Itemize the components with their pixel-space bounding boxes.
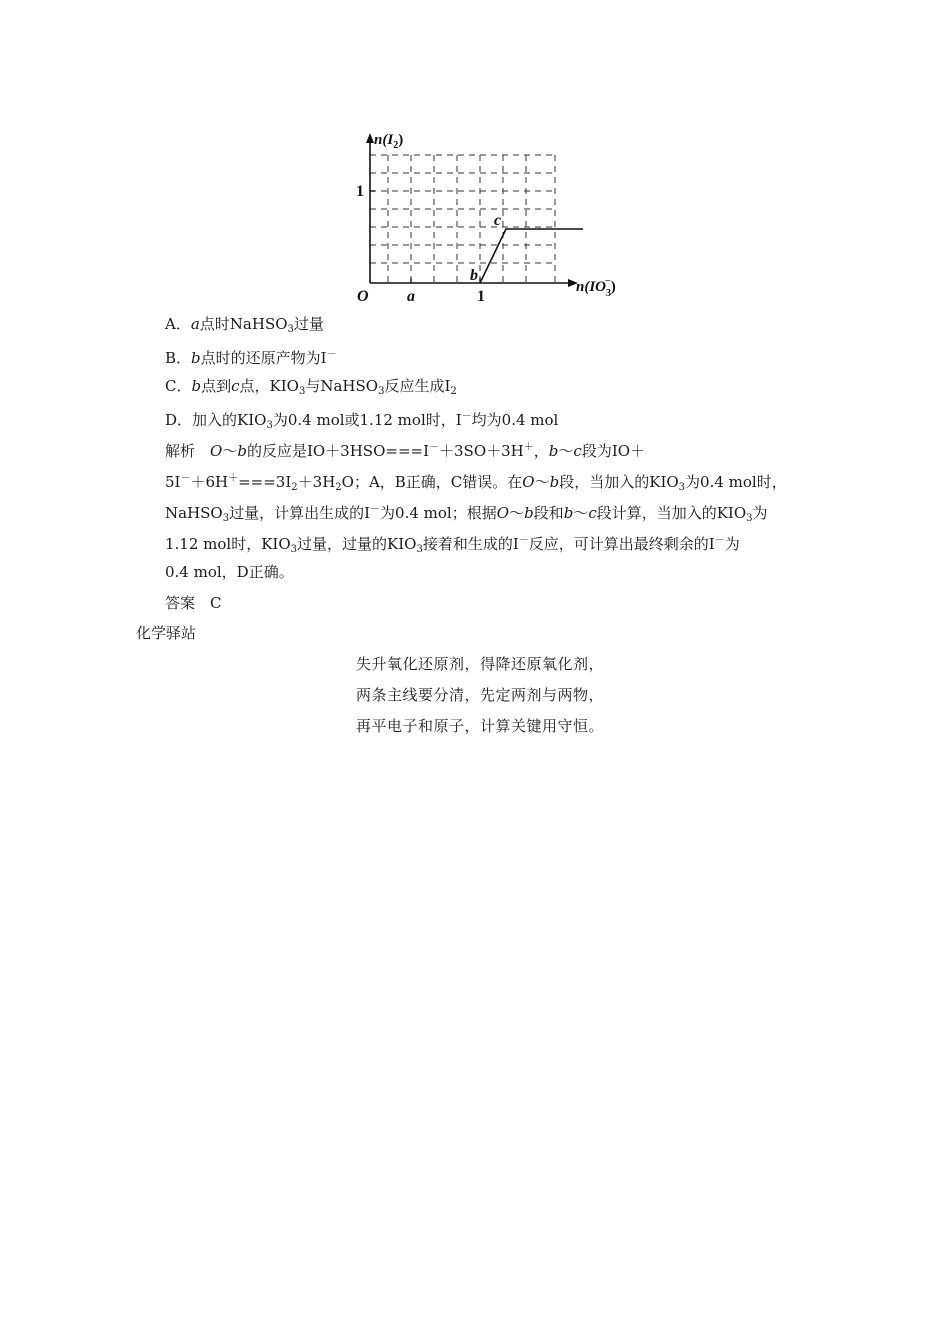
grid-lines	[370, 155, 555, 283]
analysis-line-3: NaHSO$_3$过量，计算出生成的I－为0.4 mol；根据O～b段和b～c段计算，当加入的$KIO_3$为	[165, 504, 768, 524]
y-axis-label: $n(I_2)$	[374, 132, 404, 151]
origin-label: O	[357, 288, 369, 305]
y-tick-1-label: 1	[356, 183, 364, 200]
point-b-label: b	[470, 267, 478, 284]
point-c-label: c	[494, 212, 502, 229]
answer: 答案 C	[165, 594, 222, 612]
reaction-graph	[340, 125, 640, 310]
option-c: C．b点到c点，$KIO_3$与NaHSO$_3$反应生成$I_2$	[165, 377, 457, 397]
graph-svg	[340, 125, 640, 310]
data-line	[480, 229, 583, 283]
analysis-line-2: $5I^-+6H^+===3I_2+3H_2O$；A，B正确，C错误。在O～b段，当加入的$KIO_3$为0.4 mol时，	[165, 473, 787, 493]
x-tick-a-label: a	[407, 288, 415, 305]
poem-line-3: 再平电子和原子，计算关键用守恒。	[356, 717, 605, 735]
poem-line-2: 两条主线要分清，先定两剂与两物，	[356, 686, 605, 704]
poem-line-1: 失升氧化还原剂，得降还原氧化剂，	[356, 655, 605, 673]
section-title: 化学驿站	[136, 624, 197, 642]
x-tick-1-label: 1	[477, 288, 485, 305]
analysis-line-4: 1.12 mol时，$KIO_3$过量，过量的$KIO_3$接着和生成的I－反应，可计算出最终剩余的I－为	[165, 535, 740, 555]
option-d: D．加入的$KIO_3$为0.4 mol或1.12 mol时，I－均为0.4 mol	[165, 411, 559, 431]
analysis-line-1: 解析 O～b的反应是IO＋3HSO===I－＋3SO＋3H＋，b～c段为IO＋	[165, 442, 646, 460]
axis-ticks	[370, 191, 480, 283]
analysis-line-5: 0.4 mol，D正确。	[165, 563, 294, 581]
x-axis-label: $n(IO_3-)$	[576, 276, 616, 299]
option-a: A．a点时NaHSO$_3$过量	[165, 315, 324, 335]
axes	[370, 139, 572, 283]
y-axis-arrow	[366, 133, 374, 143]
option-b: B．b点时的还原产物为I－	[165, 349, 337, 367]
